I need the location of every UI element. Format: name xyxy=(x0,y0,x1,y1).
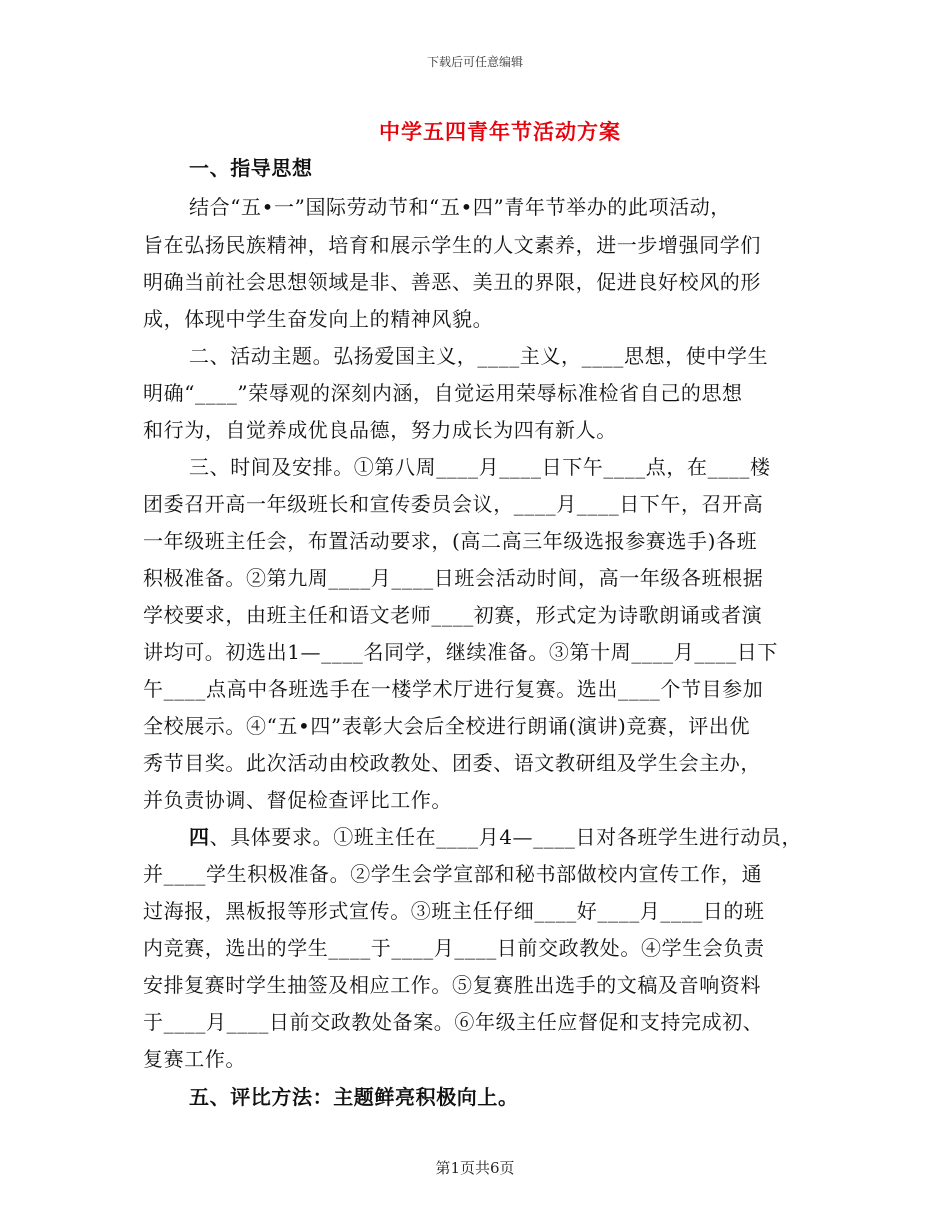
paragraph-line: 于____月____日前交政教处备案。⑥年级主任应督促和支持完成初、 xyxy=(143,1010,764,1034)
paragraph-line: 旨在弘扬民族精神，培育和展示学生的人文素养，进一步增强同学们 xyxy=(143,233,761,257)
paragraph-line: 秀节目奖。此次活动由校政教处、团委、语文教研组及学生会主办， xyxy=(143,751,761,775)
paragraph-line: 团委召开高一年级班长和宣传委员会议，____月____日下午，召开高 xyxy=(143,492,764,516)
paragraph-line: 结合“五•一”国际劳动节和“五•四”青年节举办的此项活动， xyxy=(189,195,731,219)
paragraph-line: 讲均可。初选出1—____名同学，继续准备。③第十周____月____日下 xyxy=(143,640,778,664)
paragraph-line: 内竞赛，选出的学生____于____月____日前交政教处。④学生会负责 xyxy=(143,936,765,960)
paragraph-line: 并____学生积极准备。②学生会学宣部和秘书部做校内宣传工作，通 xyxy=(143,862,763,886)
section-heading-1: 一、指导思想 xyxy=(189,156,313,180)
page-footer: 第1页共6页 xyxy=(435,1159,515,1177)
section-heading-5: 五、评比方法：主题鲜亮积极向上。 xyxy=(189,1085,519,1109)
section-4-lead: 四 xyxy=(189,825,210,849)
header-note: 下载后可任意编辑 xyxy=(426,55,523,69)
paragraph-line: 三、时间及安排。①第八周____月____日下午____点，在____楼 xyxy=(189,455,771,479)
paragraph-line-section-4 xyxy=(189,823,802,851)
paragraph-line: 一年级班主任会，布置活动要求，(高二高三年级选报参赛选手)各班 xyxy=(143,529,758,553)
paragraph-line: 明确当前社会思想领域是非、善恶、美丑的界限，促进良好校风的形 xyxy=(143,270,761,294)
paragraph-line: 明确“____”荣辱观的深刻内涵，自觉运用荣辱标准检省自己的思想 xyxy=(143,381,743,405)
paragraph-line: 和行为，自觉养成优良品德，努力成长为四有新人。 xyxy=(143,418,617,442)
paragraph-line: 学校要求，由班主任和语文老师____初赛，形式定为诗歌朗诵或者演 xyxy=(143,603,763,627)
paragraph-line: 过海报，黑板报等形式宣传。③班主任仔细____好____月____日的班 xyxy=(143,899,765,923)
paragraph-line: 二、活动主题。弘扬爱国主义，____主义，____思想，使中学生 xyxy=(189,344,769,368)
paragraph-line: 全校展示。④“五•四”表彰大会后全校进行朗诵(演讲)竞赛，评出优 xyxy=(143,714,751,738)
paragraph-line: 复赛工作。 xyxy=(143,1047,246,1071)
paragraph-line: 午____点高中各班选手在一楼学术厅进行复赛。选出____个节目参加 xyxy=(143,677,764,701)
paragraph-line: 并负责协调、督促检查评比工作。 xyxy=(143,788,452,812)
section-4-rest: 、具体要求。①班主任在____月4—____日对各班学生进行动员， xyxy=(209,825,803,849)
document-title: 中学五四青年节活动方案 xyxy=(379,119,621,144)
paragraph-line: 安排复赛时学生抽签及相应工作。⑤复赛胜出选手的文稿及音响资料 xyxy=(143,973,761,997)
paragraph-line: 成，体现中学生奋发向上的精神风貌。 xyxy=(143,307,494,331)
paragraph-line: 积极准备。②第九周____月____日班会活动时间，高一年级各班根据 xyxy=(143,566,764,590)
